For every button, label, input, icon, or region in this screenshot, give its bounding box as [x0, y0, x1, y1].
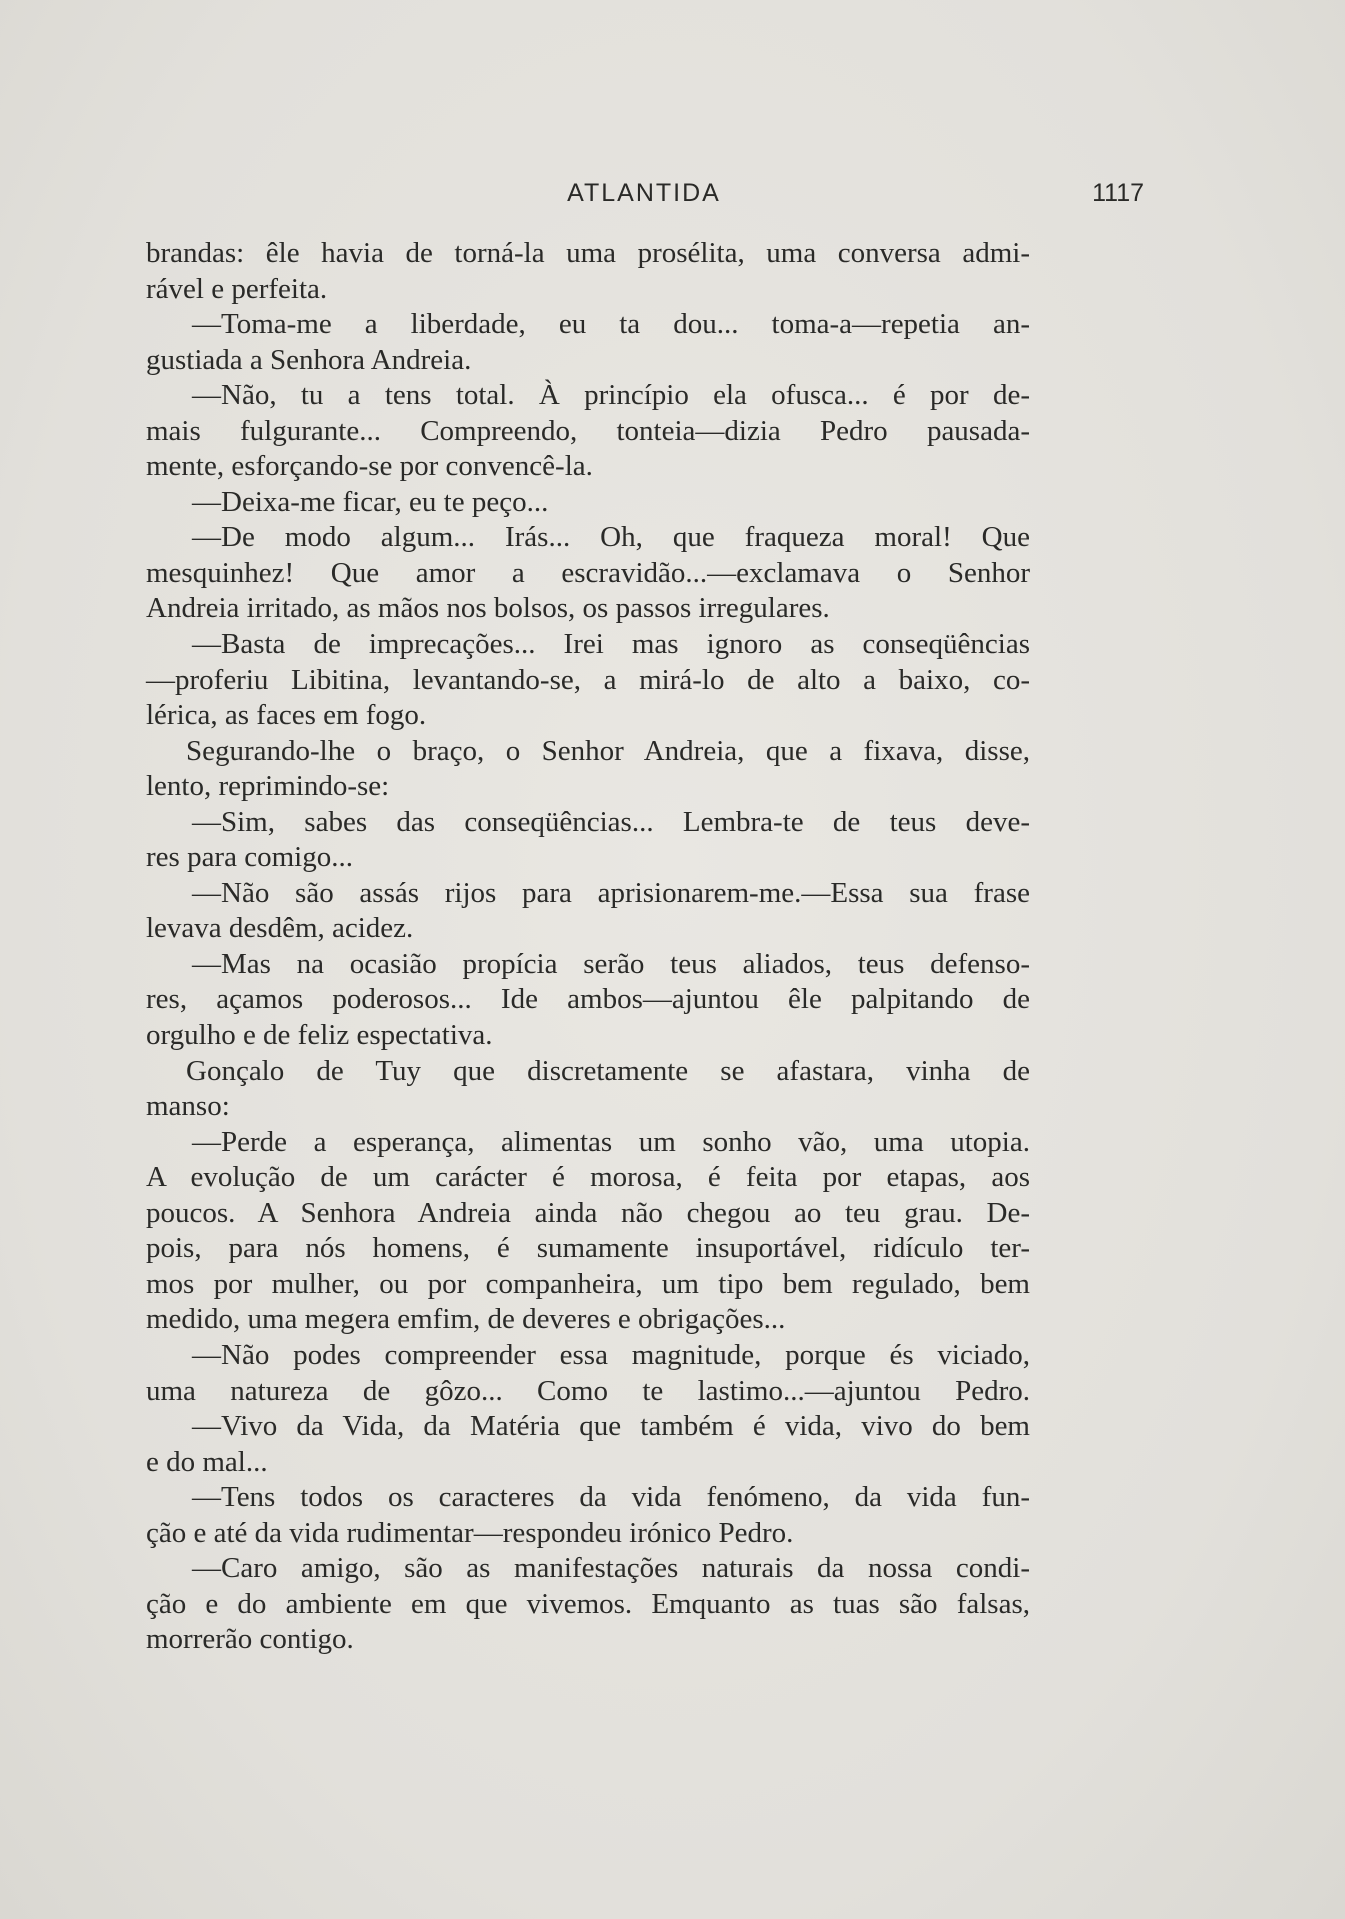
text-line: lento, reprimindo-se: — [146, 770, 390, 803]
text-line: —Perde a esperança, alimentas um sonho vão, uma utopia. — [192, 1125, 1030, 1158]
text-line: —Toma-me a liberdade, eu ta dou... toma-a—repetia an- — [192, 308, 1030, 341]
text-line: —Mas na ocasião propícia serão teus aliados, teus defenso- — [192, 947, 1030, 980]
text-line: poucos. A Senhora Andreia ainda não chegou ao teu grau. De- — [146, 1196, 1030, 1229]
text-line: —Não são assás rijos para aprisionarem-me.—Essa sua frase — [192, 876, 1030, 909]
text-line: Andreia irritado, as mãos nos bolsos, os passos irregulares. — [146, 592, 830, 625]
text-line: mesquinhez! Que amor a escravidão...—exclamava o Senhor — [146, 556, 1030, 589]
text-line: —Deixa-me ficar, eu te peço... — [192, 485, 549, 518]
text-line: mos por mulher, ou por companheira, um tipo bem regulado, bem — [146, 1267, 1030, 1300]
text-line: Segurando-lhe o braço, o Senhor Andreia, que a fixava, disse, — [186, 734, 1030, 767]
text-line: lérica, as faces em fogo. — [146, 699, 427, 732]
text-line: gustiada a Senhora Andreia. — [146, 343, 472, 376]
text-line: —Não podes compreender essa magnitude, porque és viciado, — [192, 1338, 1030, 1371]
text-line: —Vivo da Vida, da Matéria que também é vida, vivo do bem — [192, 1410, 1030, 1443]
text-line: uma natureza de gôzo... Como te lastimo...—ajuntou Pedro. — [146, 1374, 1030, 1407]
text-line: morrerão contigo. — [146, 1623, 354, 1656]
text-line: medido, uma megera emfim, de deveres e obrigações... — [146, 1303, 786, 1336]
text-line: mais fulgurante... Compreendo, tonteia—dizia Pedro pausada- — [146, 414, 1030, 447]
text-line: Gonçalo de Tuy que discretamente se afastara, vinha de — [186, 1054, 1030, 1087]
text-line: A evolução de um carácter é morosa, é feita por etapas, aos — [146, 1161, 1030, 1194]
running-title: ATLANTIDA — [567, 179, 721, 207]
text-line: —Basta de imprecações... Irei mas ignoro as conseqüências — [192, 628, 1030, 661]
text-line: e do mal... — [146, 1445, 268, 1478]
text-line: res, açamos poderosos... Ide ambos—ajuntou êle palpitando de — [146, 983, 1030, 1016]
text-line: —proferiu Libitina, levantando-se, a mirá-lo de alto a baixo, co- — [146, 663, 1030, 696]
text-line: —Caro amigo, são as manifestações naturais da nossa condi- — [192, 1552, 1030, 1585]
text-line: —Tens todos os caracteres da vida fenómeno, da vida fun- — [192, 1481, 1030, 1514]
text-line: ção e do ambiente em que vivemos. Emquanto as tuas são falsas, — [146, 1587, 1030, 1620]
text-line: ção e até da vida rudimentar—respondeu irónico Pedro. — [146, 1516, 794, 1549]
text-line: rável e perfeita. — [146, 272, 328, 305]
text-line: brandas: êle havia de torná-la uma prosélita, uma conversa admi- — [146, 237, 1030, 269]
text-line: res para comigo... — [146, 841, 353, 874]
text-line: —Sim, sabes das conseqüências... Lembra-te de teus deve- — [192, 805, 1030, 838]
text-line: levava desdêm, acidez. — [146, 912, 414, 945]
text-line: —Não, tu a tens total. À princípio ela ofusca... é por de- — [192, 379, 1030, 412]
text-line: —De modo algum... Irás... Oh, que fraqueza moral! Que — [192, 521, 1030, 554]
text-line: manso: — [146, 1090, 230, 1123]
text-line: orgulho e de feliz espectativa. — [146, 1019, 493, 1052]
running-head — [144, 176, 1144, 210]
page-number: 1117 — [1092, 179, 1144, 207]
text-line: pois, para nós homens, é sumamente insuportável, ridículo ter- — [146, 1232, 1030, 1265]
text-body — [146, 236, 1030, 1658]
text-line: mente, esforçando-se por convencê-la. — [146, 450, 593, 483]
